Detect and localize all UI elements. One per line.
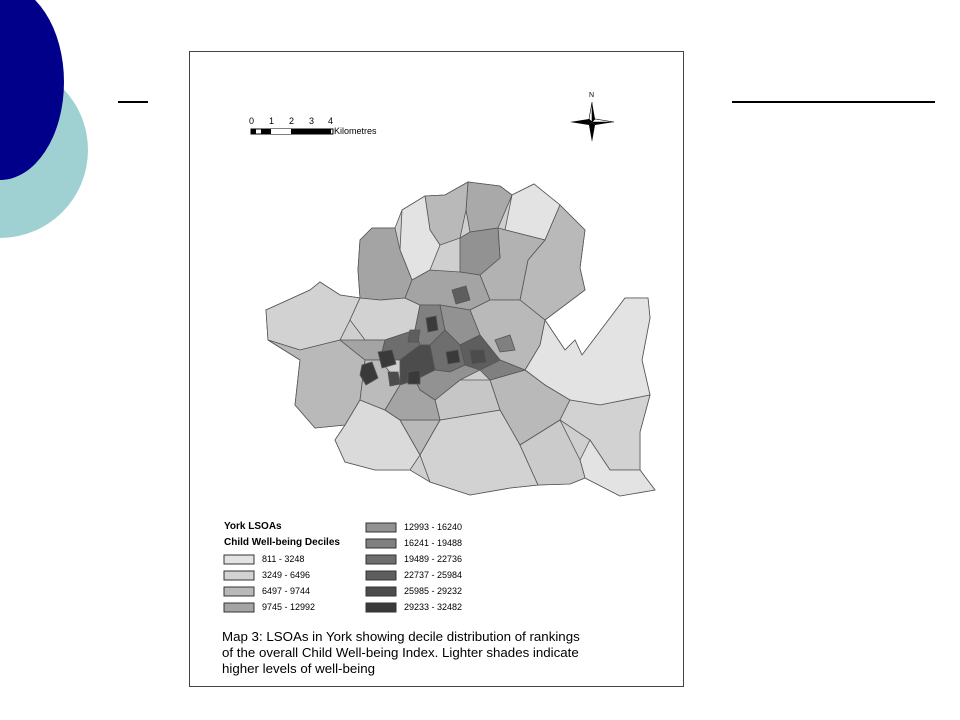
legend-item bbox=[404, 522, 462, 532]
legend-label: 19489 - 22736 bbox=[404, 554, 463, 564]
legend-label: 12993 - 16240 bbox=[404, 522, 463, 532]
legend-label: 9745 - 12992 bbox=[262, 602, 316, 612]
legend-item bbox=[404, 586, 462, 596]
legend-subtitle: Child Well-being Deciles bbox=[224, 537, 340, 548]
legend-label: 29233 - 32482 bbox=[404, 602, 463, 612]
legend-label: 811 - 3248 bbox=[262, 554, 305, 564]
scale-tick-2: 2 bbox=[289, 116, 295, 126]
legend-item bbox=[404, 538, 462, 548]
scale-unit-label: Kilometres bbox=[334, 126, 377, 136]
legend-item bbox=[262, 554, 304, 564]
lsoa-regions bbox=[266, 182, 655, 496]
legend-label: 6497 - 9744 bbox=[262, 586, 311, 596]
caption-line-3: higher levels of well-being bbox=[222, 661, 375, 676]
map-caption bbox=[222, 629, 662, 677]
scale-bar bbox=[251, 129, 333, 134]
legend-label: 3249 - 6496 bbox=[262, 570, 311, 580]
scale-tick-1: 1 bbox=[269, 116, 275, 126]
legend-label: 16241 - 19488 bbox=[404, 538, 463, 548]
legend-item bbox=[404, 554, 462, 564]
legend-item bbox=[404, 602, 462, 612]
caption-line-2: of the overall Child Well-being Index. Lighter shades indicate bbox=[222, 645, 579, 660]
legend-item bbox=[262, 586, 310, 596]
legend-item bbox=[262, 602, 315, 612]
scale-tick-4: 4 bbox=[328, 116, 334, 126]
legend-title: York LSOAs bbox=[224, 521, 282, 532]
scale-tick-3: 3 bbox=[309, 116, 315, 126]
caption-line-1: Map 3: LSOAs in York showing decile distribution of rankings bbox=[222, 629, 580, 644]
scale-tick-0: 0 bbox=[249, 116, 255, 126]
legend-label: 22737 - 25984 bbox=[404, 570, 463, 580]
legend-item bbox=[262, 570, 310, 580]
legend-label: 25985 - 29232 bbox=[404, 586, 463, 596]
north-arrow-label: N bbox=[589, 92, 595, 99]
legend-item bbox=[404, 570, 462, 580]
north-arrow-icon bbox=[570, 102, 614, 142]
